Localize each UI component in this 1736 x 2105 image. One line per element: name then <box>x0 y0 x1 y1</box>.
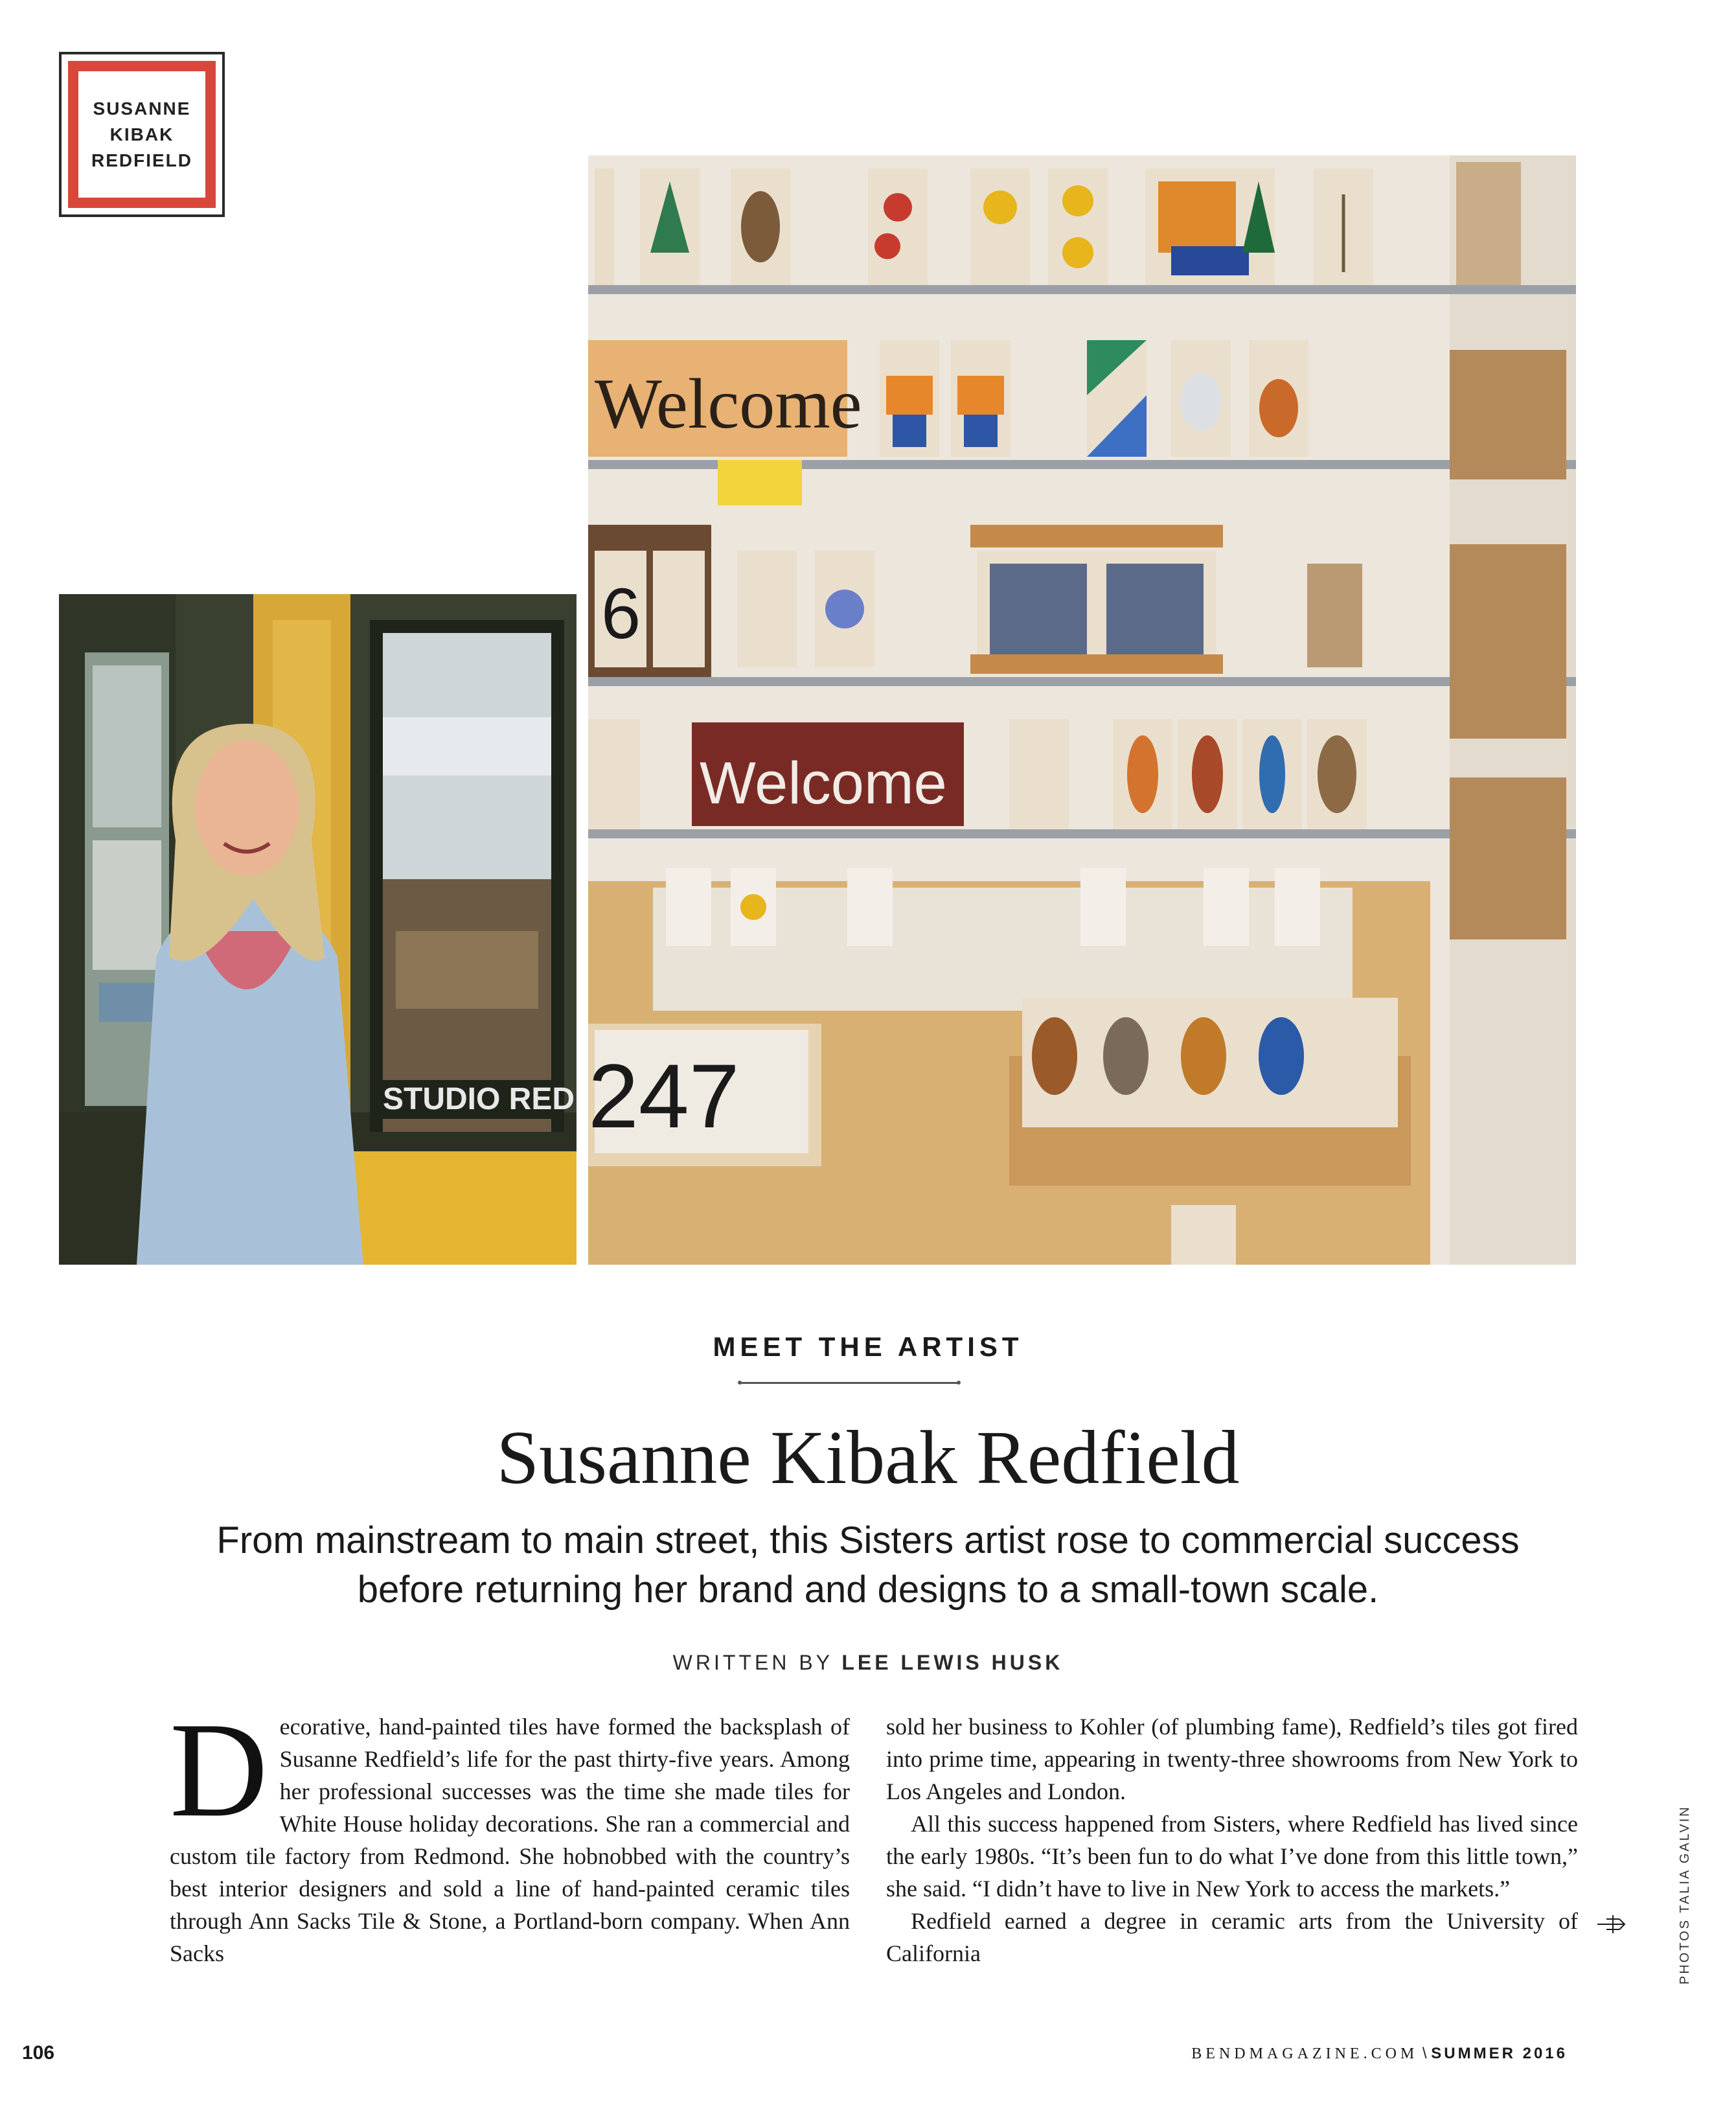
page-number: 106 <box>22 2042 55 2064</box>
drop-cap: D <box>170 1695 268 1845</box>
body-paragraph-left-text: ecorative, hand-painted tiles have formed the backsplash of Susanne Redfield’s life for the past thirty-five years. Among her professional successes was the time she made tiles for White House holiday decorations. She ran a commercial and custom tile factory from Redmond. She hobnobbed with the country’s best interior designers and sold a line of hand-painted ceramic tiles through Ann Sacks Tile & Stone, a Portland-born company. When Ann Sacks <box>170 1714 850 1966</box>
name-box-line-2: KIBAK <box>109 124 174 144</box>
tile-number-text: 6 <box>601 574 641 654</box>
welcome-sign-2-text: Welcome <box>700 750 947 816</box>
section-divider <box>740 1382 958 1384</box>
name-box <box>59 52 225 217</box>
artist-portrait-photo <box>59 594 577 1265</box>
body-paragraph-right-1: sold her business to Kohler (of plumbing fame), Redfield’s tiles got fired into prime time, appearing in twenty-three showrooms from New York to Los Angeles and London. <box>886 1714 1578 1804</box>
byline <box>0 1651 1736 1675</box>
house-number-text: 247 <box>588 1045 740 1147</box>
name-box-label <box>91 96 192 174</box>
article-headline: Susanne Kibak Redfield <box>496 1415 1240 1500</box>
body-column-left <box>170 1695 850 1970</box>
byline-author: LEE LEWIS HUSK <box>841 1651 1064 1674</box>
name-box-line-1: SUSANNE <box>93 98 191 119</box>
name-box-frame <box>68 61 216 208</box>
byline-prefix: WRITTEN BY <box>672 1651 833 1674</box>
section-divider-dot-right <box>957 1381 961 1385</box>
section-divider-dot-left <box>738 1381 742 1385</box>
continued-arrow-icon <box>1595 1911 1627 1937</box>
name-box-line-3: REDFIELD <box>91 150 192 170</box>
tile-shop-photo <box>588 155 1576 1265</box>
welcome-sign-1-text: Welcome <box>595 364 862 443</box>
body-paragraph-right-3: Redfield earned a degree in ceramic arts from the University of California <box>886 1908 1578 1966</box>
deck-line-2: before returning her brand and designs to a small-town scale. <box>357 1569 1379 1611</box>
footer-site: BENDMAGAZINE.COM <box>1191 2045 1419 2062</box>
body-column-right <box>886 1710 1578 1970</box>
footer-publication <box>1191 2045 1568 2063</box>
body-paragraph-left <box>170 1695 850 1970</box>
deck-line-1: From mainstream to main street, this Sisters artist rose to commercial success <box>216 1519 1520 1561</box>
article-deck <box>130 1516 1606 1615</box>
footer-issue: SUMMER 2016 <box>1431 2045 1568 2062</box>
section-label: MEET THE ARTIST <box>713 1331 1023 1362</box>
footer-separator: \ <box>1422 2045 1427 2062</box>
photo-credit: PHOTOS TALIA GALVIN <box>1678 1805 1692 1985</box>
studio-sign-text: STUDIO RED <box>383 1082 575 1116</box>
body-paragraph-right-2: All this success happened from Sisters, where Redfield has lived since the early 1980s. “It’s been fun to do what I’ve done from this little town,” she said. “I didn’t have to live in New York to access the markets.” <box>886 1811 1578 1902</box>
